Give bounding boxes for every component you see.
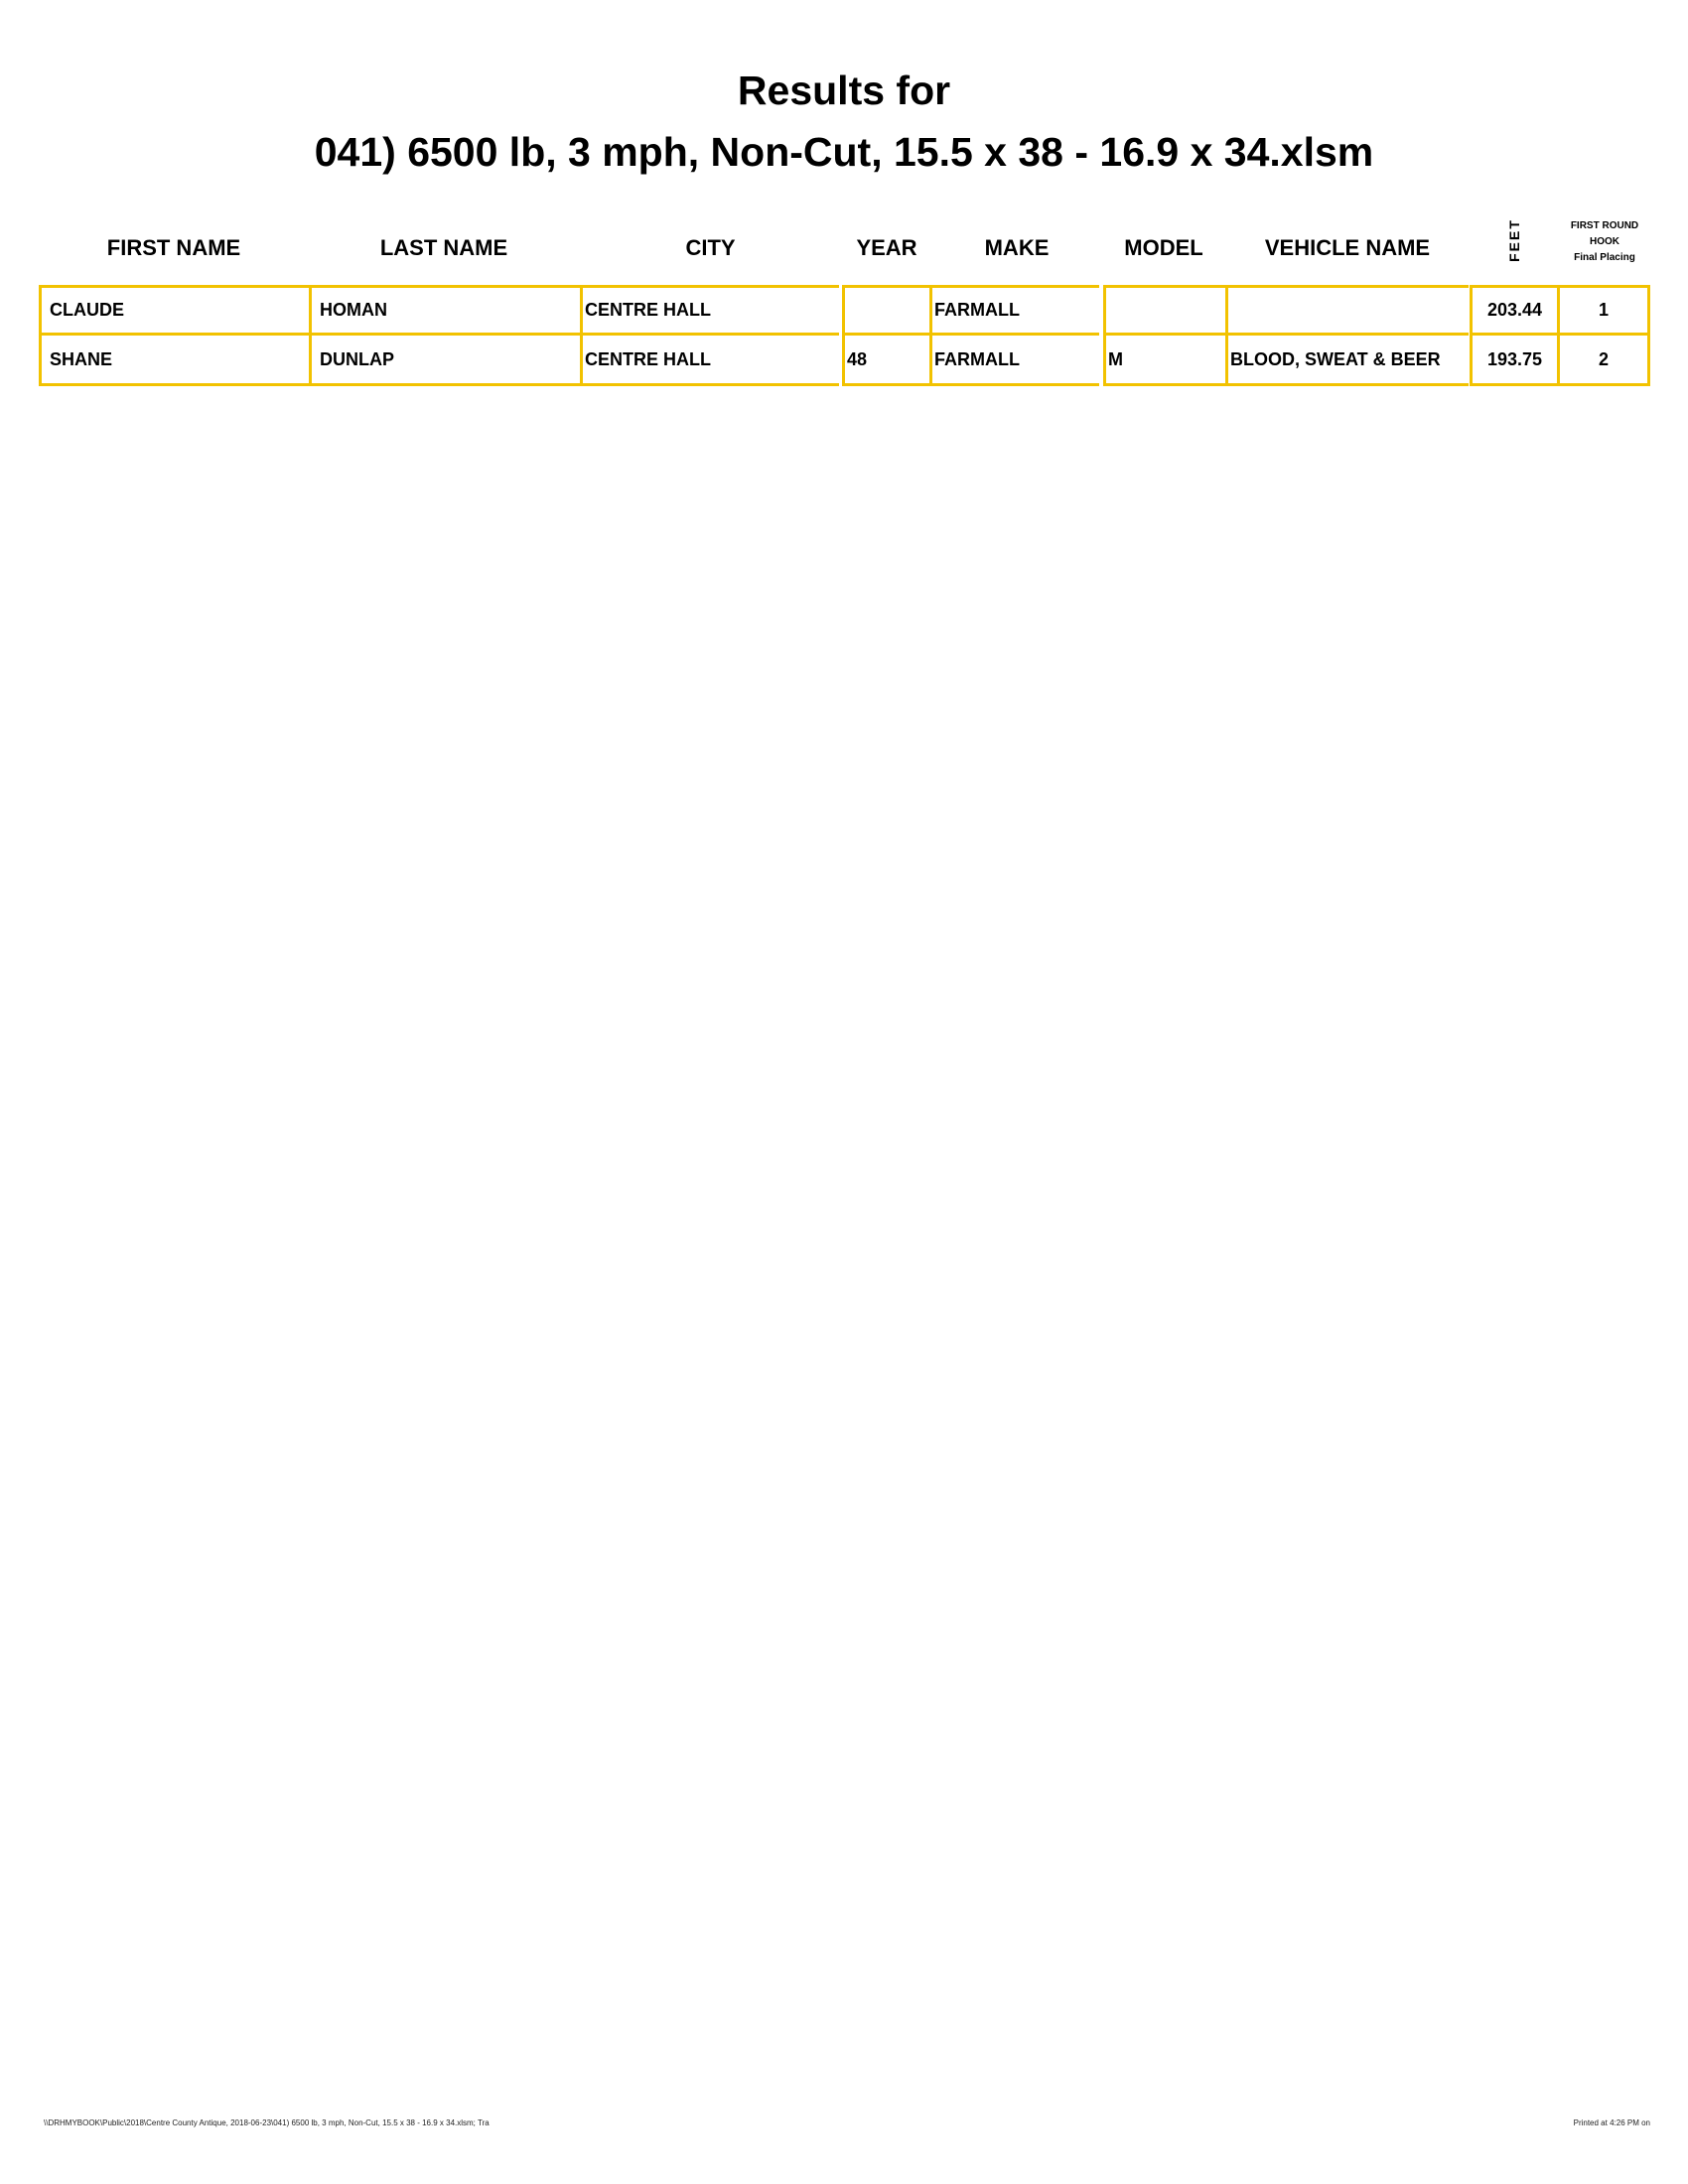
- cell-vehicle-name: [1225, 285, 1469, 336]
- footer-printed-at: Printed at 4:26 PM on: [1573, 2118, 1650, 2127]
- cell-placing: 1: [1557, 285, 1650, 336]
- header-year: YEAR: [856, 235, 917, 260]
- cell-year: [842, 285, 929, 336]
- cell-last-name: HOMAN: [309, 285, 580, 336]
- header-first-name: FIRST NAME: [106, 235, 241, 260]
- page-title: Results for: [737, 68, 951, 113]
- header-first-round-hook: [1559, 218, 1650, 266]
- header-last-name: LAST NAME: [379, 235, 508, 260]
- cell-model: M: [1103, 336, 1225, 386]
- header-first-round-line2: HOOK: [1590, 236, 1619, 247]
- cell-feet: 203.44: [1470, 285, 1557, 336]
- cell-city: CENTRE HALL: [580, 336, 839, 386]
- cell-vehicle-name: BLOOD, SWEAT & BEER: [1225, 336, 1469, 386]
- cell-city: CENTRE HALL: [580, 285, 839, 336]
- cell-model: [1103, 285, 1225, 336]
- page-subtitle: 041) 6500 lb, 3 mph, Non-Cut, 15.5 x 38 - 16.9 x 34.xlsm: [314, 129, 1374, 175]
- cell-feet: 193.75: [1470, 336, 1557, 386]
- cell-first-name: CLAUDE: [39, 285, 312, 336]
- header-make: MAKE: [984, 235, 1050, 260]
- cell-make: FARMALL: [929, 336, 1099, 386]
- header-model: MODEL: [1124, 235, 1203, 260]
- header-city: CITY: [685, 235, 736, 260]
- footer-file-path: \\DRHMYBOOK\Public\2018\Centre County Antique, 2018-06-23\041) 6500 lb, 3 mph, Non-Cut, 15.5 x 38 - 16.9 x 34.xlsm; Tra: [44, 2118, 490, 2127]
- header-first-round-line3: Final Placing: [1574, 252, 1635, 263]
- header-feet-label: FEET: [1506, 218, 1522, 262]
- cell-placing: 2: [1557, 336, 1650, 386]
- header-first-round-line1: FIRST ROUND: [1570, 220, 1639, 231]
- cell-last-name: DUNLAP: [309, 336, 580, 386]
- header-vehicle-name: VEHICLE NAME: [1264, 235, 1431, 260]
- cell-make: FARMALL: [929, 285, 1099, 336]
- cell-year: 48: [842, 336, 929, 386]
- cell-first-name: SHANE: [39, 336, 312, 386]
- header-feet: [1479, 210, 1549, 270]
